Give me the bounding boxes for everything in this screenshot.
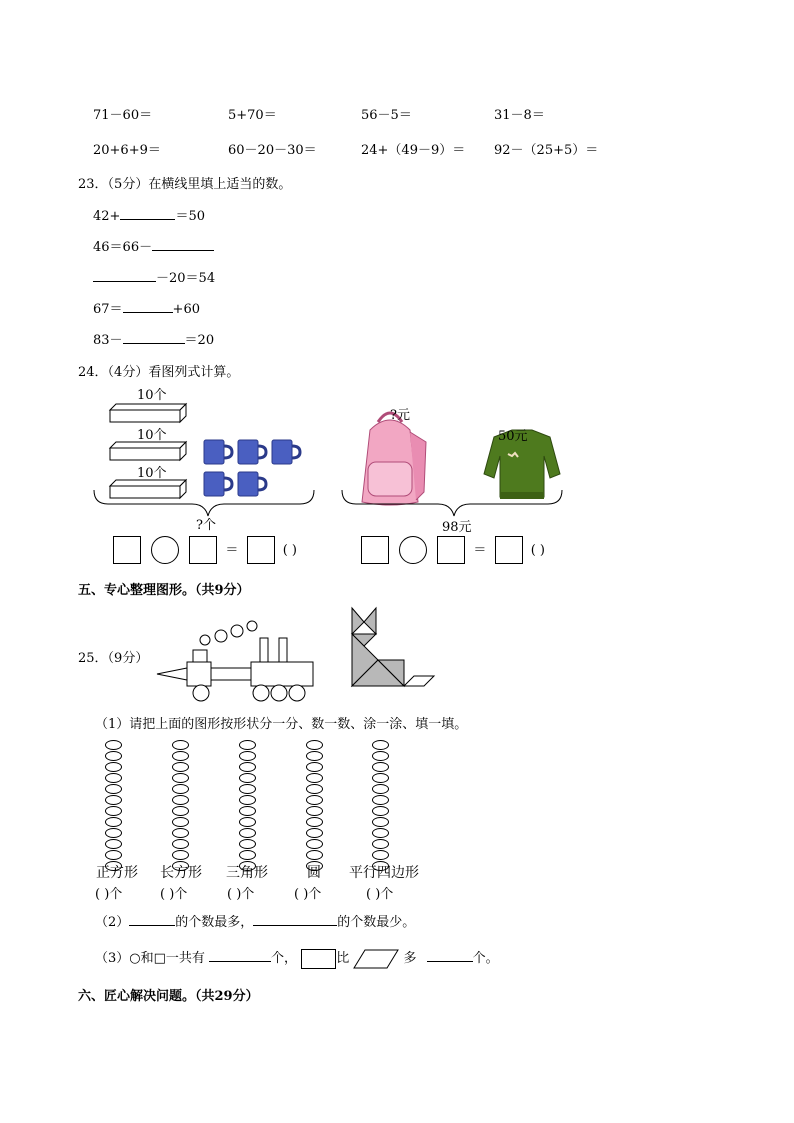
col-label-square: 正方形 <box>96 865 138 881</box>
count-blank-rectangle[interactable]: ( )个 <box>160 887 188 902</box>
q23-line-4: 67＝ +60 <box>93 302 200 317</box>
left-equation-row: ＝ ( ) <box>113 536 297 564</box>
count-blank-triangle[interactable]: ( )个 <box>227 887 255 902</box>
box-label-top: 10个 <box>137 388 167 403</box>
calc-2: 5+70＝ <box>228 108 277 123</box>
q25-title: 25．（9分） <box>78 651 149 666</box>
q25-part3: （3）○和□一共有 个， 比 多 个。 <box>95 947 499 969</box>
equation-box[interactable] <box>495 536 523 564</box>
rectangle-icon <box>301 949 336 969</box>
section-5-heading: 五、专心整理图形。（共9分） <box>78 583 250 598</box>
calc-6: 60－20－30＝ <box>228 143 317 158</box>
bag-price: ?元 <box>390 408 410 423</box>
answer-blank[interactable] <box>209 949 271 962</box>
q25-part2: （2） 的个数最多， 的个数最少。 <box>95 915 416 930</box>
parallelogram-icon <box>353 949 399 969</box>
circle-count-column[interactable] <box>306 740 326 872</box>
calc-8: 92－（25+5）＝ <box>494 143 599 158</box>
operator-circle[interactable] <box>151 536 179 564</box>
answer-blank[interactable] <box>152 238 214 251</box>
bag-sweater-figure <box>338 382 566 532</box>
square-count-column[interactable] <box>105 740 125 872</box>
calc-7: 24+（49－9）＝ <box>361 143 466 158</box>
count-blank-parallelogram[interactable]: ( )个 <box>366 887 394 902</box>
equation-box[interactable] <box>437 536 465 564</box>
calc-4: 31－8＝ <box>494 108 545 123</box>
col-label-rectangle: 长方形 <box>160 865 202 881</box>
box-label-bot: 10个 <box>137 466 167 481</box>
q24-title: 24．（4分）看图列式计算。 <box>78 365 240 380</box>
q23-line-2: 46＝66－ <box>93 236 214 255</box>
count-blank-square[interactable]: ( )个 <box>95 887 123 902</box>
rectangle-count-column[interactable] <box>172 740 192 872</box>
col-label-circle: 圆 <box>307 865 321 881</box>
right-equation-row: ＝ ( ) <box>361 536 545 564</box>
equation-box[interactable] <box>189 536 217 564</box>
parallelogram-count-column[interactable] <box>372 740 392 872</box>
calc-1: 71－60＝ <box>93 108 153 123</box>
q23-line-3: －20＝54 <box>93 267 215 286</box>
count-blank-circle[interactable]: ( )个 <box>294 887 322 902</box>
q23-title: 23．（5分）在横线里填上适当的数。 <box>78 177 292 192</box>
equation-box[interactable] <box>361 536 389 564</box>
q25-part1: （1）请把上面的图形按形状分一分、数一数、涂一涂、填一填。 <box>95 717 468 732</box>
box-label-mid: 10个 <box>137 428 167 443</box>
answer-blank[interactable] <box>253 913 337 926</box>
calc-3: 56－5＝ <box>361 108 412 123</box>
section-6-heading: 六、匠心解决问题。（共29分） <box>78 989 259 1004</box>
q23-line-1: 42+ ＝50 <box>93 209 205 224</box>
boxes-cups-figure <box>92 382 317 532</box>
triangle-count-column[interactable] <box>239 740 259 872</box>
train-figure <box>155 620 317 706</box>
q23-line-5: 83－ ＝20 <box>93 333 215 348</box>
right-total-label: 98元 <box>442 520 472 535</box>
equation-box[interactable] <box>113 536 141 564</box>
calc-5: 20+6+9＝ <box>93 143 161 158</box>
equation-box[interactable] <box>247 536 275 564</box>
answer-blank[interactable] <box>93 269 156 282</box>
col-label-triangle: 三角形 <box>226 865 268 881</box>
answer-blank[interactable] <box>427 949 473 962</box>
answer-blank[interactable] <box>129 913 175 926</box>
answer-blank[interactable] <box>120 207 175 220</box>
answer-blank[interactable] <box>123 300 173 313</box>
answer-blank[interactable] <box>123 331 185 344</box>
sweater-price: 50元 <box>498 429 528 444</box>
col-label-parallelogram: 平行四边形 <box>349 865 419 881</box>
left-total-label: ?个 <box>196 518 216 533</box>
operator-circle[interactable] <box>399 536 427 564</box>
tangram-figure <box>348 604 438 704</box>
